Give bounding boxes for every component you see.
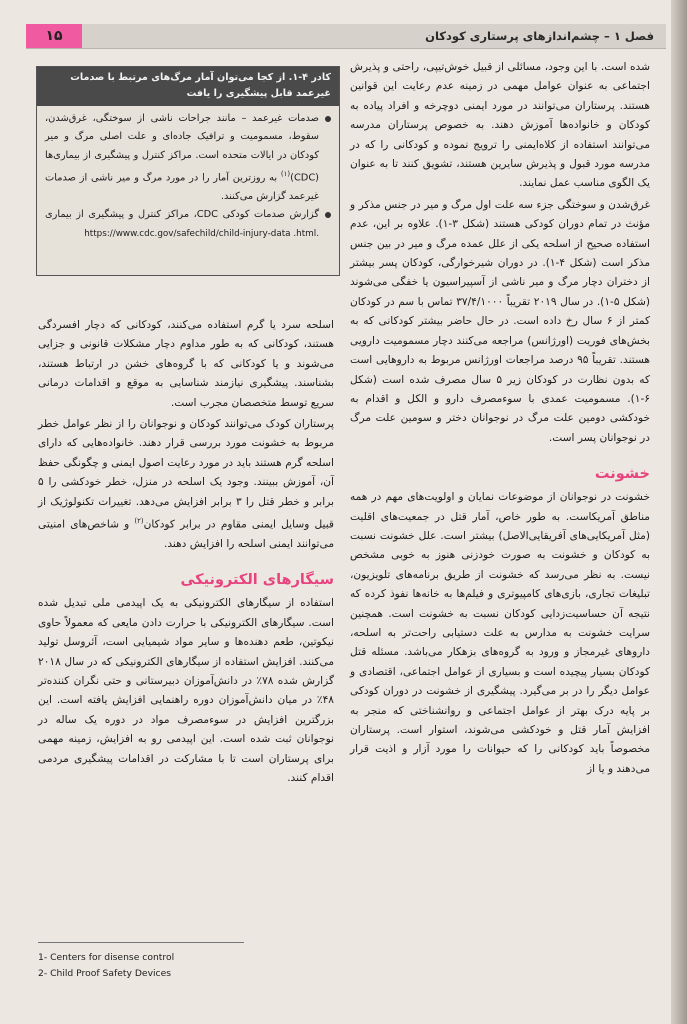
box-item1-end: به روزترین آمار را در مورد مرگ و میر ناشی از صدمات غیرعمد گزارش می‌کنند. — [45, 172, 319, 202]
box-item2-text: گزارش صدمات کودکی CDC، مراکز کنترل و پیشگیری از بیماری — [45, 209, 319, 221]
paragraph-weapons-risk: اسلحه سرد یا گرم استفاده می‌کنند، کودکانی که دچار افسردگی هستند، کودکانی که به طور مداوم دچار مشکلات قانونی و جزایی می‌شوند و یا کودکانی که با گروه‌های خشن در ارتباط هستند، بشناسند. پیشگیری نیازمند شناسایی به موقع و اقدامات درمانی سریع توسط متخصصان مجرب است. — [38, 319, 334, 409]
left-column — [38, 316, 334, 790]
paragraph-firearm-safety — [38, 415, 334, 554]
footnotes — [38, 950, 174, 982]
firearm-text: پرستاران کودک می‌توانند کودکان و نوجوانان را از نظر عوامل خطر مربوط به خشونت مورد بررسی قرار دهند. خانواده‌هایی که دارای اسلحه گرم هستند باید در مورد رعایت اصول ایمنی و چگونگی حفظ آن، آموزش ببینند. وجود یک اسلحه در منزل، خطر خودکشی را ۵ برابر و خطر قتل را ۳ برابر افزایش می‌دهد. تغییرات تکنولوژیک از قبیل وسایل ایمنی مقاوم در برابر کودکان — [38, 418, 334, 531]
firearm-text-end: و شاخص‌های امنیتی می‌توانند ایمنی اسلحه را افزایش دهند. — [38, 518, 334, 550]
footnote-1: 1- Centers for disense control — [38, 952, 175, 963]
page-header — [26, 24, 666, 49]
paragraph-ecigarettes: استفاده از سیگارهای الکترونیکی به یک اپیدمی ملی تبدیل شده است. سیگارهای الکترونیکی با حرارت دادن مایعی که معمولاً حاوی نیکوتین، طعم دهنده‌ها و سایر مواد شیمیایی است، آئروسل تولید می‌کنند. افزایش استفاده از سیگارهای الکترونیکی که در سال ۲۰۱۸ گزارش شده ۷۸٪ در دانش‌آموزان دبیرستانی و حتی نگران کننده‌تر ۴۸٪ در میان دانش‌آموزان دوره راهنمایی افزایش یافته است. این بزرگترین افزایش در سوءمصرف مواد در دوره یک ساله در نوجوانان ثبت شده است. این اپیدمی رو به افزایش، زمینه مهمی برای پرستاران است تا با مشارکت در اقدامات پیشگیری مردمی اقدام کنند. — [38, 597, 334, 785]
footnote-2: 2- Child Proof Safety Devices — [38, 968, 172, 979]
box-title: کادر ۴-۱. از کجا می‌توان آمار مرگ‌های مرتبط با صدمات غیرعمد قابل پیشگیری را یافت — [37, 67, 339, 106]
page-edge-shadow — [671, 0, 687, 1024]
footnote-ref-1: (۱) — [280, 170, 291, 179]
footnote-ref-2: (۲) — [134, 517, 144, 526]
box-item-unintentional-injuries — [45, 110, 331, 206]
paragraph-helmet-safety: شده است. با این وجود، مسائلی از قبیل خوش‌تیپی، راحتی و پذیرش اجتماعی به عنوان عوامل مهمی در زمینه عدم رعایت این قوانین هستند. پرستاران می‌توانند در مورد ایمنی دوچرخه و افراد پیاده به کودکان و خانواده‌ها آموزش دهند. به خصوص پرستاران مدرسه می‌توانند استفاده از کلاه‌ایمنی را ترویج نموده و کودکانی را که در مدرسه مورد قبول و پذیرش سایرین هستند، تشویق کنند تا به عنوان یک الگوی مناسب عمل نمایند. — [350, 61, 650, 190]
box-item-cdc-report — [45, 206, 331, 243]
paragraph-drowning-burns: غرق‌شدن و سوختگی جزء سه علت اول مرگ و میر در جنس مذکر و مؤنث در تمام دوران کودکی هستند (شکل ۳-۱). علاوه بر این، عدم استفاده صحیح از اسلحه یکی از علل عمده مرگ و میر در بین جنس مذکر است (شکل ۴-۱). در دوران شیرخوارگی، کودکان پسر بیشتر از دختران دچار مرگ و میر ناشی از آسپیراسیون یا خفگی می‌شوند (شکل ۵-۱). در سال ۲۰۱۹ تقریباً ۳۷/۴/۱۰۰۰ تماس با سم در کودکان کمتر از ۶ سال رخ داده است. در حال حاضر بیشتر کودکانی که به بخش‌های فوریت (اورژانس) مراجعه می‌کنند دچار مسمومیت دارویی هستند. تقریباً ۹۵ درصد مراجعات اورژانس مربوط به داروهایی است که بدون نظارت در کودکان زیر ۵ سال مصرف شده است (شکل ۶-۱). مسمومیت عمدی با سوءمصرف دارو و الکل و اقدام به خودکشی دومین علت مرگ در نوجوانان دختر و سومین علت مرگ در نوجوانان پسر است. — [350, 198, 651, 444]
info-box — [36, 66, 340, 276]
section-heading-violence: خشونت — [594, 466, 650, 483]
section-heading-ecigarettes: سیگارهای الکترونیکی — [180, 572, 334, 589]
box-item1-text: صدمات غیرعمد – مانند جراحات ناشی از سوختگی، غرق‌شدن، سقوط، مسمومیت و ترافیک جاده‌ای و علت اصلی مرگ و میر کودکان در ایالات متحده است. مراکز کنترل و پیشگیری از بیماری‌ها (CDC) — [45, 113, 319, 184]
paragraph-violence: خشونت در نوجوانان از موضوعات نمایان و اولویت‌های مهم در همه مناطق آمریکاست. به طور خاص، آمار قتل در جمعیت‌های اقلیت (مثل آمریکایی‌های آفریقایی‌الاصل) بیشتر است. علل خشونت نسبت به کودکان و خشونت به صورت خودزنی هنوز به خوبی مشخص نیست. به نظر می‌رسد که خشونت از طریق برنامه‌های تلویزیون، تبلیغات تجاری، بازی‌های کامپیوتری و فیلم‌ها به خانه‌ها نفوذ کرده که نتیجه آن حساسیت‌زدایی کودکان نسبت به خشونت است. همچنین سرایت خشونت به مدارس به علت دستیابی راحت‌تر به اسلحه، داروهای غیرمجاز و ورود به گروه‌های بزهکار می‌باشد. مسئله قتل کودکان بسیار پیچیده است و بسیاری از عوامل اجتماعی، اقتصادی و عوامل دیگر را در بر می‌گیرد. پیشگیری از خشونت در دوران کودکی بر پایه درک بهتر از عوامل اجتماعی و روانشناختی که منجر به افزایش آمار قتل و خودکشی می‌شوند، استوار است. پرستاران مخصوصاً باید کودکانی را که حیوانات را مورد آزار و اذیت قرار می‌دهند و یا از — [350, 491, 650, 775]
right-column — [350, 58, 650, 781]
cdc-url-link[interactable]: https://www.cdc.gov/safechild/child-injury-data .html. — [84, 228, 319, 239]
page-number: ۱۵ — [26, 24, 82, 48]
footnote-divider — [38, 942, 244, 943]
box-body — [37, 106, 339, 243]
chapter-title: فصل ۱ – چشم‌اندازهای پرستاری کودکان — [425, 29, 654, 43]
